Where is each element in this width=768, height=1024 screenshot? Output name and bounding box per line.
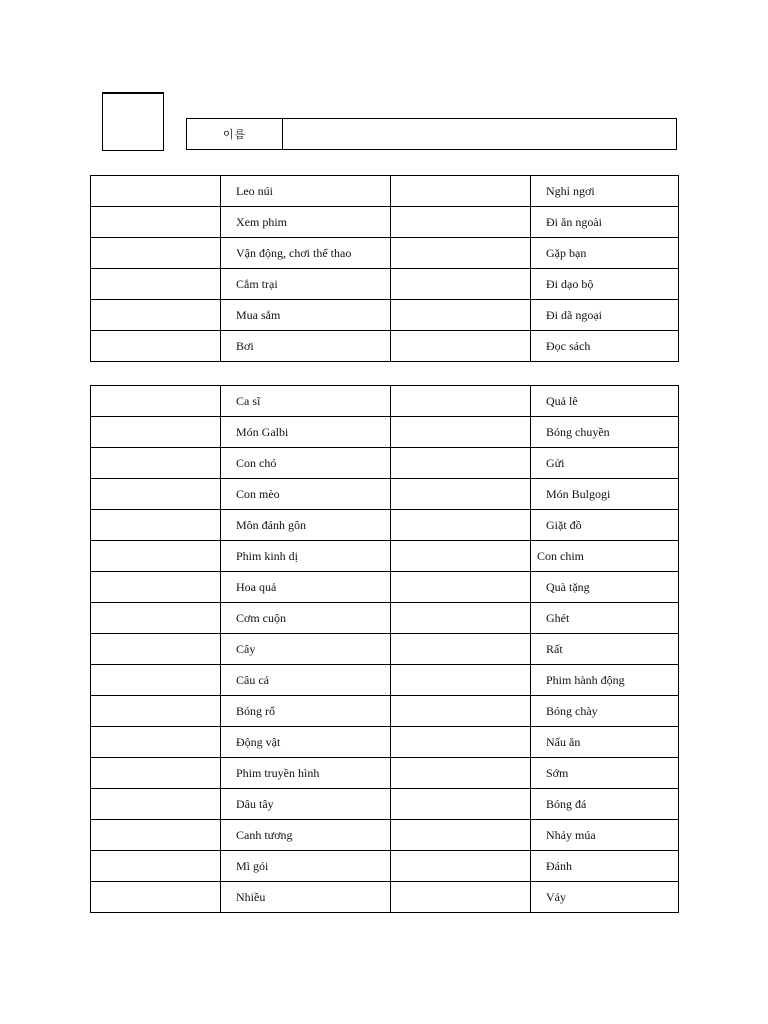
vocab-word-right: Nấu ăn: [531, 727, 679, 758]
answer-cell-right[interactable]: [391, 665, 531, 696]
table-row: [91, 603, 679, 634]
table-row: [91, 269, 679, 300]
answer-cell-right[interactable]: [391, 300, 531, 331]
answer-cell-left[interactable]: [91, 696, 221, 727]
vocab-word-right: Sớm: [531, 758, 679, 789]
answer-cell-right[interactable]: [391, 634, 531, 665]
table-row: [91, 727, 679, 758]
vocab-word-left: Phim truyền hình: [221, 758, 391, 789]
table-row: [91, 176, 679, 207]
answer-cell-left[interactable]: [91, 448, 221, 479]
table-row: [91, 331, 679, 362]
answer-cell-left[interactable]: [91, 820, 221, 851]
table-row: [91, 448, 679, 479]
vocab-word-left: Bơi: [221, 331, 391, 362]
table-row: [91, 572, 679, 603]
vocab-word-left: Mì gói: [221, 851, 391, 882]
vocab-word-left: Động vật: [221, 727, 391, 758]
table-row: [91, 882, 679, 913]
answer-cell-left[interactable]: [91, 572, 221, 603]
vocab-word-right: Gửi: [531, 448, 679, 479]
name-label: 이름: [187, 119, 283, 150]
answer-cell-right[interactable]: [391, 789, 531, 820]
vocab-word-right: Gặp bạn: [531, 238, 679, 269]
answer-cell-right[interactable]: [391, 882, 531, 913]
answer-cell-right[interactable]: [391, 176, 531, 207]
vocab-word-right: Đi dã ngoại: [531, 300, 679, 331]
vocab-word-left: Vận động, chơi thể thao: [221, 238, 391, 269]
table-row: [91, 207, 679, 238]
answer-cell-left[interactable]: [91, 665, 221, 696]
answer-cell-right[interactable]: [391, 331, 531, 362]
answer-cell-right[interactable]: [391, 758, 531, 789]
answer-cell-left[interactable]: [91, 207, 221, 238]
table-row: [91, 238, 679, 269]
vocab-word-left: Cơm cuộn: [221, 603, 391, 634]
answer-cell-left[interactable]: [91, 386, 221, 417]
vocab-word-left: Phim kinh dị: [221, 541, 391, 572]
name-input-cell[interactable]: [283, 119, 677, 150]
vocab-word-right: Bóng chuyền: [531, 417, 679, 448]
answer-cell-right[interactable]: [391, 727, 531, 758]
answer-cell-right[interactable]: [391, 207, 531, 238]
answer-cell-right[interactable]: [391, 269, 531, 300]
vocab-word-right: Nghỉ ngơi: [531, 176, 679, 207]
answer-cell-left[interactable]: [91, 331, 221, 362]
vocab-word-right: Bóng chày: [531, 696, 679, 727]
table-row: [91, 300, 679, 331]
answer-cell-left[interactable]: [91, 417, 221, 448]
vocab-word-right: Đánh: [531, 851, 679, 882]
answer-cell-left[interactable]: [91, 300, 221, 331]
table-row: [91, 789, 679, 820]
answer-cell-left[interactable]: [91, 176, 221, 207]
answer-cell-right[interactable]: [391, 479, 531, 510]
vocab-word-left: Cây: [221, 634, 391, 665]
table-row: [91, 820, 679, 851]
vocab-word-right: Ghét: [531, 603, 679, 634]
vocab-word-left: Con mèo: [221, 479, 391, 510]
answer-cell-right[interactable]: [391, 448, 531, 479]
answer-cell-right[interactable]: [391, 851, 531, 882]
table-row: [91, 510, 679, 541]
vocab-word-left: Câu cá: [221, 665, 391, 696]
vocab-word-right: Váy: [531, 882, 679, 913]
answer-cell-left[interactable]: [91, 541, 221, 572]
vocab-table-words: [90, 385, 679, 913]
vocab-word-right: Quả lê: [531, 386, 679, 417]
table-row: [91, 417, 679, 448]
answer-cell-right[interactable]: [391, 417, 531, 448]
vocab-word-right: Đi ăn ngoài: [531, 207, 679, 238]
vocab-word-right: Con chim: [531, 541, 679, 572]
vocab-word-left: Món Galbi: [221, 417, 391, 448]
name-field-table: [186, 118, 677, 150]
answer-cell-right[interactable]: [391, 572, 531, 603]
answer-cell-left[interactable]: [91, 603, 221, 634]
answer-cell-left[interactable]: [91, 882, 221, 913]
table-row: [91, 758, 679, 789]
answer-cell-right[interactable]: [391, 603, 531, 634]
table-row: [91, 386, 679, 417]
table-row: [91, 541, 679, 572]
answer-cell-left[interactable]: [91, 851, 221, 882]
blank-corner-box: [102, 92, 164, 151]
answer-cell-left[interactable]: [91, 789, 221, 820]
vocab-word-right: Rất: [531, 634, 679, 665]
vocab-table-activities-body: [91, 176, 679, 362]
vocab-word-right: Quà tặng: [531, 572, 679, 603]
answer-cell-right[interactable]: [391, 541, 531, 572]
table-row: [91, 634, 679, 665]
vocab-word-right: Phim hành động: [531, 665, 679, 696]
answer-cell-right[interactable]: [391, 696, 531, 727]
vocab-word-left: Ca sĩ: [221, 386, 391, 417]
table-row: [91, 696, 679, 727]
answer-cell-left[interactable]: [91, 510, 221, 541]
vocab-word-right: Bóng đá: [531, 789, 679, 820]
vocab-table-activities: [90, 175, 679, 362]
answer-cell-right[interactable]: [391, 510, 531, 541]
answer-cell-right[interactable]: [391, 820, 531, 851]
vocab-table-words-body: [91, 386, 679, 913]
vocab-word-right: Đi dạo bộ: [531, 269, 679, 300]
answer-cell-left[interactable]: [91, 727, 221, 758]
answer-cell-left[interactable]: [91, 238, 221, 269]
vocab-word-right: Giặt đồ: [531, 510, 679, 541]
vocab-word-right: Nhảy múa: [531, 820, 679, 851]
vocab-word-right: Đọc sách: [531, 331, 679, 362]
vocab-word-left: Bóng rổ: [221, 696, 391, 727]
answer-cell-right[interactable]: [391, 238, 531, 269]
vocab-word-right: Món Bulgogi: [531, 479, 679, 510]
vocab-word-left: Dâu tây: [221, 789, 391, 820]
vocab-word-left: Môn đánh gôn: [221, 510, 391, 541]
vocab-word-left: Cắm trại: [221, 269, 391, 300]
table-row: [91, 851, 679, 882]
table-row: [91, 665, 679, 696]
answer-cell-left[interactable]: [91, 269, 221, 300]
vocab-word-left: Canh tương: [221, 820, 391, 851]
answer-cell-right[interactable]: [391, 386, 531, 417]
table-row: [91, 479, 679, 510]
vocab-word-left: Xem phim: [221, 207, 391, 238]
vocab-word-left: Mua sắm: [221, 300, 391, 331]
vocab-word-left: Nhiều: [221, 882, 391, 913]
answer-cell-left[interactable]: [91, 634, 221, 665]
vocab-word-left: Hoa quả: [221, 572, 391, 603]
answer-cell-left[interactable]: [91, 758, 221, 789]
vocab-word-left: Leo núi: [221, 176, 391, 207]
answer-cell-left[interactable]: [91, 479, 221, 510]
vocab-word-left: Con chó: [221, 448, 391, 479]
